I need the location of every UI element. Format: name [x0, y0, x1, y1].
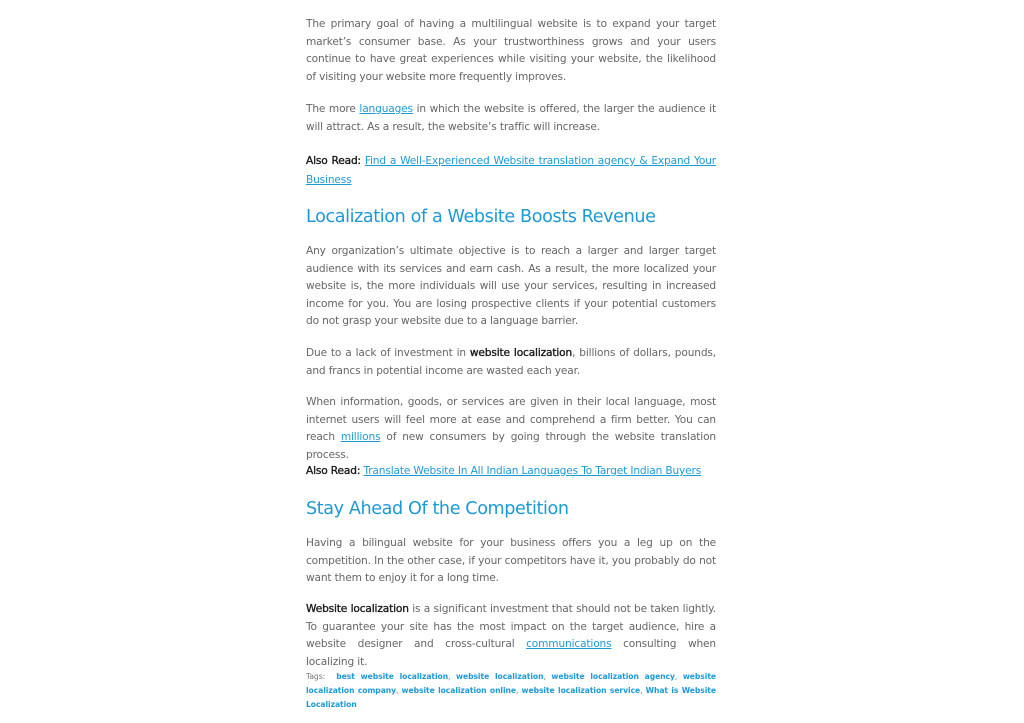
tag-link[interactable]: best website localization	[336, 672, 449, 681]
intro-paragraph-2-text-b: in which the website is offered, the larger the audience it will attract. As a result, the website’s traffic will increase.	[306, 103, 716, 133]
competition-paragraph-1	[306, 535, 716, 588]
revenue-paragraph-3-text-a: When information, goods, or services are given in their local language, most internet users will feel more at ease and comprehend a firm better. You can reach	[306, 396, 716, 444]
languages-link[interactable]: languages	[359, 103, 413, 115]
competition-paragraph-2-text-a: is a significant investment that should not be taken lightly. To guarantee your site has the most impact on the target audience, hire a website designer and cross-cultural	[306, 603, 716, 651]
competition-paragraph-1-text: Having a bilingual website for your business offers you a leg up on the competition. In the other case, if your competitors have it, you probably do not want them to enjoy it for a long time.	[306, 537, 716, 585]
intro-paragraph-1-text: The primary goal of having a multilingual website is to expand your target market’s consumer base. As your trustworthiness grows and your users continue to have great experiences while visiting your website, the likelihood of visiting your website more frequently improves.	[306, 18, 716, 83]
competition-paragraph-2-text-b: consulting when localizing it.	[306, 638, 716, 668]
tag-link[interactable]: website localization service	[521, 686, 641, 695]
tag-link[interactable]: What is Website Localization	[306, 686, 716, 709]
intro-paragraph-2-text-a: The more	[306, 103, 360, 115]
millions-link[interactable]: millions	[340, 431, 381, 444]
section-heading-competition: Stay Ahead Of the Competition	[306, 499, 569, 519]
also-read-2-label: Also Read:	[306, 465, 361, 477]
section-heading-revenue: Localization of a Website Boosts Revenue	[306, 207, 656, 227]
also-read-1-label: Also Read:	[306, 155, 361, 167]
website-localization-bold: website localization	[469, 347, 573, 359]
revenue-paragraph-2-text-b: , billions of dollars, pounds, and francs in potential income are wasted each year.	[306, 347, 716, 377]
tag-link[interactable]: website localization company	[306, 672, 716, 695]
tags-label: Tags:	[306, 672, 326, 681]
communications-link[interactable]: communications	[526, 638, 612, 651]
revenue-paragraph-3	[306, 394, 716, 464]
also-read-1	[306, 152, 716, 190]
revenue-paragraph-2-text-a: Due to a lack of investment in	[306, 347, 470, 359]
tag-link[interactable]: website localization online	[401, 686, 516, 695]
website-localization-bold-2: Website localization	[306, 603, 409, 615]
also-read-2	[306, 463, 716, 481]
tag-link[interactable]: website localization	[456, 672, 544, 681]
tags-list: Tags: best website localization, website localization, website localization agency, website localization company, website localization online, website localization service, What is Website Localization	[306, 672, 716, 709]
revenue-paragraph-2	[306, 345, 716, 380]
also-read-1-link[interactable]: Find a Well-Experienced Website translation agency & Expand Your Business	[306, 155, 716, 186]
competition-paragraph-2	[306, 601, 716, 671]
revenue-paragraph-1-text: Any organization’s ultimate objective is to reach a larger and larger target audience with its services and earn cash. As a result, the more localized your website is, the more individuals will use your services, resulting in increased income for you. You are losing prospective clients if your potential customers do not grasp your website due to a language barrier.	[306, 245, 716, 328]
intro-paragraph-1	[306, 16, 716, 86]
revenue-paragraph-1	[306, 243, 716, 331]
revenue-paragraph-3-text-b: of new consumers by going through the website translation process.	[306, 431, 716, 461]
tag-link[interactable]: website localization agency	[551, 672, 675, 681]
also-read-2-link[interactable]: Translate Website In All Indian Languages To Target Indian Buyers	[363, 465, 702, 477]
intro-paragraph-2	[306, 101, 716, 136]
